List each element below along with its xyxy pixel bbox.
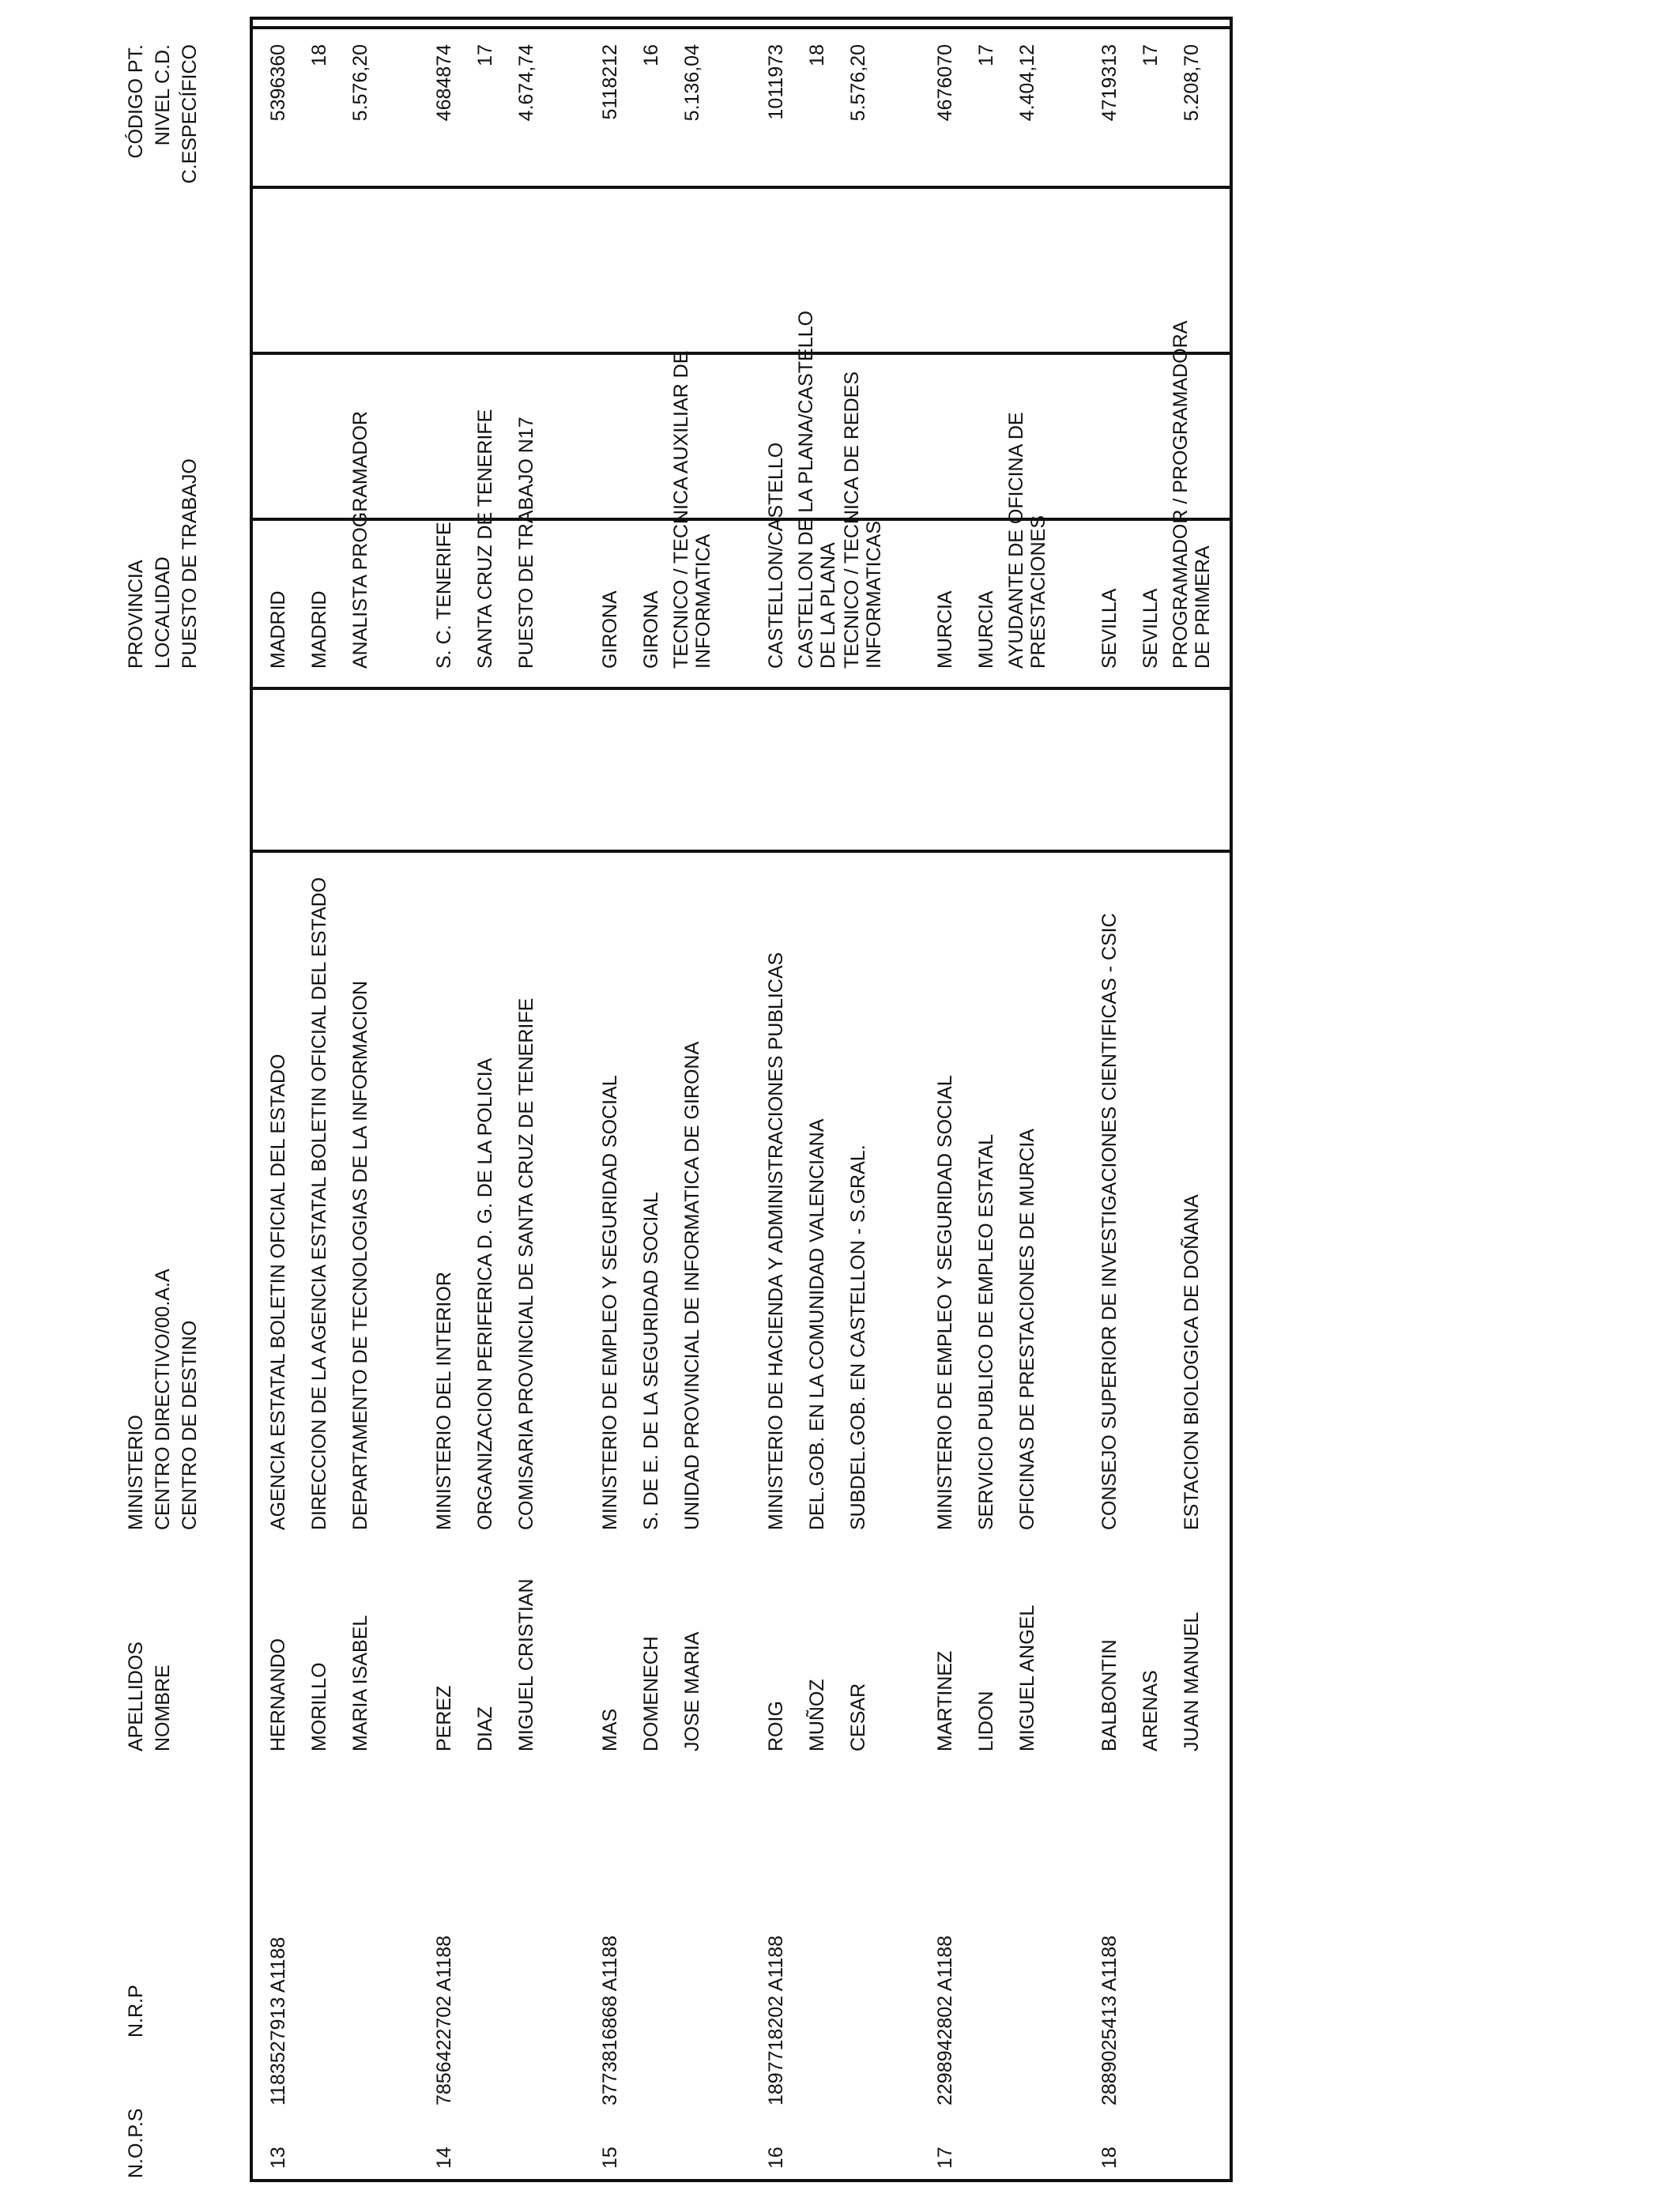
row-centro-directivo: ORGANIZACION PERIFERICA D. G. DE LA POLICIA [474,1057,496,1530]
row-separator [250,352,1233,355]
row-especifico: 5.576,20 [847,44,869,122]
row-nivel: 18 [308,44,330,66]
row-especifico: 5.576,20 [349,44,371,122]
row-nivel: 17 [975,44,997,66]
row-apellido2: LIDON [975,1691,997,1751]
row-separator [250,518,1233,521]
row-number: 14 [433,2147,455,2169]
row-ministerio: MINISTERIO DE HACIENDA Y ADMINISTRACIONES PUBLICAS [765,952,787,1530]
header-nombre: NOMBRE [152,1664,174,1751]
row-nivel: 17 [1139,44,1162,66]
header-puesto: PUESTO DE TRABAJO [179,458,201,669]
row-nrp: 3773816868 A1188 [599,1935,621,2105]
row-nivel: 16 [640,44,662,66]
row-apellido1: MAS [599,1708,621,1751]
row-ministerio: AGENCIA ESTATAL BOLETIN OFICIAL DEL ESTADO [267,1054,289,1530]
row-number: 16 [765,2147,787,2169]
row-apellido2: MORILLO [308,1662,330,1751]
row-nrp: 1183527913 A1188 [267,1936,289,2105]
row-centro-directivo: DEL.GOB. EN LA COMUNIDAD VALENCIANA [806,1118,828,1530]
row-centro-destino: OFICINAS DE PRESTACIONES DE MURCIA [1016,1129,1038,1530]
row-apellido2: DIAZ [474,1706,496,1751]
row-number: 13 [267,2147,289,2169]
row-provincia: MADRID [267,590,289,669]
row-nivel: 17 [474,44,496,66]
row-codigo: 5118212 [599,44,621,120]
row-localidad: SEVILLA [1139,588,1162,669]
row-apellido1: BALBONTIN [1098,1639,1121,1751]
row-apellido1: PEREZ [433,1685,455,1751]
row-apellido2: MUÑOZ [806,1679,828,1751]
row-codigo: 4684874 [433,44,455,122]
header-codigo: CÓDIGO PT. [125,44,147,159]
header-nivel: NIVEL C.D. [152,44,174,146]
row-provincia: S. C. TENERIFE [433,522,455,669]
row-centro-directivo: SERVICIO PUBLICO DE EMPLEO ESTATAL [975,1133,997,1530]
row-number: 17 [934,2147,956,2169]
row-apellido2: ARENAS [1139,1670,1162,1751]
row-apellido1: MARTINEZ [934,1650,956,1751]
row-especifico: 4.674,74 [515,44,537,122]
header-nrp: N.R.P [125,1985,147,2038]
row-nombre: JOSE MARIA [681,1631,703,1751]
row-centro-directivo: DIRECCION DE LA AGENCIA ESTATAL BOLETIN OFICIAL DEL ESTADO [308,876,330,1530]
row-codigo: 5396360 [267,44,289,122]
row-provincia: GIRONA [599,590,621,669]
row-ministerio: CONSEJO SUPERIOR DE INVESTIGACIONES CIENTIFICAS - CSIC [1098,913,1121,1530]
table-frame [250,17,1233,2182]
header-apellidos: APELLIDOS [125,1642,147,1751]
row-nivel: 18 [806,44,828,66]
row-nombre: MIGUEL CRISTIAN [515,1578,537,1751]
row-centro-destino: UNIDAD PROVINCIAL DE INFORMATICA DE GIRONA [681,1041,703,1530]
row-provincia: CASTELLON/CASTELLO [765,442,787,669]
row-centro-destino: ESTACION BIOLOGICA DE DOÑANA [1181,1194,1203,1530]
row-ministerio: MINISTERIO DE EMPLEO Y SEGURIDAD SOCIAL [599,1075,621,1530]
header-centro-destino: CENTRO DE DESTINO [179,1320,201,1530]
row-codigo: 4676070 [934,44,956,122]
row-localidad: SANTA CRUZ DE TENERIFE [474,409,496,669]
row-separator [250,850,1233,853]
row-apellido2: DOMENECH [640,1636,662,1751]
row-nrp: 1897718202 A1188 [765,1935,787,2105]
row-puesto: ANALISTA PROGRAMADOR [349,411,371,669]
row-puesto: PROGRAMADOR / PROGRAMADORA DE PRIMERA [1170,322,1214,669]
row-nombre: CESAR [847,1683,869,1751]
row-localidad: MURCIA [975,590,997,669]
row-nombre: JUAN MANUEL [1181,1612,1203,1751]
row-number: 15 [599,2147,621,2169]
row-ministerio: MINISTERIO DE EMPLEO Y SEGURIDAD SOCIAL [934,1075,956,1530]
row-especifico: 4.404,12 [1016,44,1038,122]
row-separator [250,26,1233,29]
row-separator [250,186,1233,189]
row-number: 18 [1098,2147,1121,2169]
row-codigo: 1011973 [765,44,787,120]
header-nops: N.O.P.S [125,2108,147,2178]
row-centro-directivo: S. DE E. DE LA SEGURIDAD SOCIAL [640,1192,662,1530]
row-puesto: AYUDANTE DE OFICINA DE PRESTACIONES [1005,412,1049,669]
row-nombre: MARIA ISABEL [349,1615,371,1751]
header-ministerio: MINISTERIO [125,1415,147,1530]
row-localidad: GIRONA [640,590,662,669]
header-localidad: LOCALIDAD [152,556,174,669]
row-provincia: MURCIA [934,590,956,669]
row-puesto: TECNICO / TECNICA AUXILIAR DE INFORMATICA [670,350,714,669]
row-centro-destino: COMISARIA PROVINCIAL DE SANTA CRUZ DE TENERIFE [515,997,537,1530]
row-nrp: 2298942802 A1188 [934,1935,956,2105]
header-centro-directivo: CENTRO DIRECTIVO/00.A.A [152,1269,174,1530]
header-especifico: C.ESPECÍFICO [179,44,201,184]
row-puesto: PUESTO DE TRABAJO N17 [515,417,537,669]
row-nrp: 2889025413 A1188 [1098,1935,1121,2105]
row-centro-destino: DEPARTAMENTO DE TECNOLOGIAS DE LA INFORMACION [349,980,371,1530]
row-puesto: TECNICO / TECNICA DE REDES INFORMATICAS [841,371,885,669]
row-localidad: CASTELLON DE LA PLANA/CASTELLO DE LA PLANA [795,311,839,669]
row-centro-destino: SUBDEL.GOB. EN CASTELLON - S.GRAL. [847,1144,869,1530]
row-codigo: 4719313 [1098,44,1121,122]
row-nrp: 7856422702 A1188 [433,1935,455,2105]
row-ministerio: MINISTERIO DEL INTERIOR [433,1272,455,1530]
row-provincia: SEVILLA [1098,588,1121,669]
row-especifico: 5.136,04 [681,44,703,122]
row-apellido1: ROIG [765,1701,787,1751]
row-separator [250,687,1233,690]
header-provincia: PROVINCIA [125,560,147,669]
row-especifico: 5.208,70 [1181,44,1203,122]
row-localidad: MADRID [308,590,330,669]
row-nombre: MIGUEL ANGEL [1016,1604,1038,1751]
row-apellido1: HERNANDO [267,1638,289,1751]
